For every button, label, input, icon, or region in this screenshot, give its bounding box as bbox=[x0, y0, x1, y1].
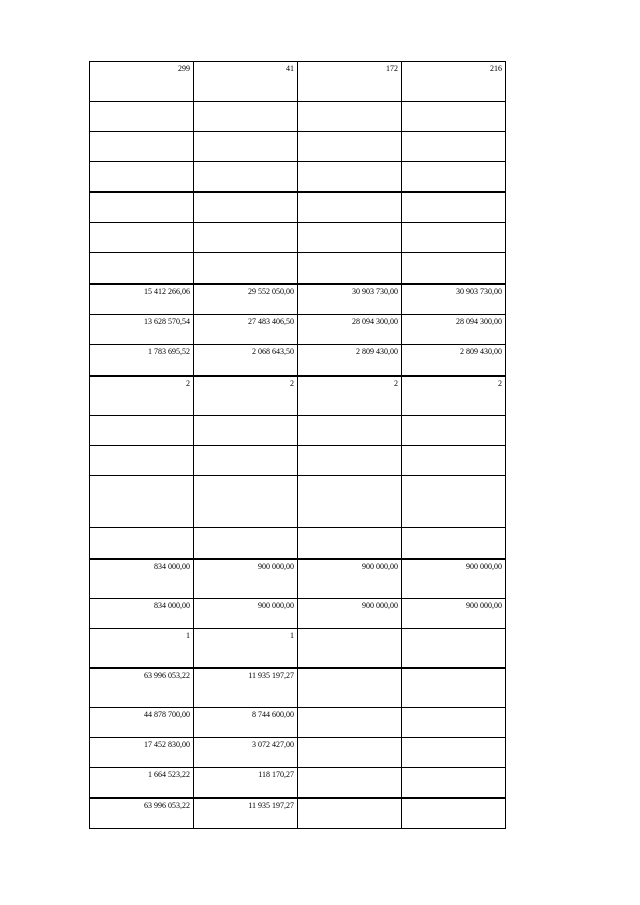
table-cell bbox=[298, 476, 402, 528]
table-cell: 299 bbox=[90, 62, 194, 102]
table-cell bbox=[298, 223, 402, 253]
table-cell bbox=[90, 162, 194, 193]
table-cell bbox=[298, 102, 402, 132]
table-row bbox=[90, 476, 506, 528]
table-row bbox=[90, 253, 506, 285]
table-cell bbox=[90, 476, 194, 528]
table-cell bbox=[402, 768, 506, 799]
table-cell: 216 bbox=[402, 62, 506, 102]
table-cell: 11 935 197,27 bbox=[194, 798, 298, 829]
table-cell: 834 000,00 bbox=[90, 599, 194, 629]
table-row bbox=[90, 668, 506, 708]
table-cell: 2 bbox=[90, 376, 194, 416]
table-cell bbox=[402, 132, 506, 162]
table-cell bbox=[402, 668, 506, 708]
table-cell: 29 552 050,00 bbox=[194, 284, 298, 315]
table-cell: 28 094 300,00 bbox=[402, 315, 506, 345]
table-cell: 30 903 730,00 bbox=[298, 284, 402, 315]
table-cell bbox=[298, 768, 402, 799]
table-cell: 834 000,00 bbox=[90, 559, 194, 599]
table-cell: 900 000,00 bbox=[194, 559, 298, 599]
table-cell bbox=[402, 708, 506, 738]
table-cell: 27 483 406,50 bbox=[194, 315, 298, 345]
table-row bbox=[90, 798, 506, 829]
table-cell bbox=[298, 446, 402, 476]
table-cell: 13 628 570,54 bbox=[90, 315, 194, 345]
table-cell bbox=[90, 416, 194, 446]
table-row bbox=[90, 768, 506, 799]
table-row bbox=[90, 62, 506, 102]
table-cell bbox=[298, 528, 402, 560]
table-row bbox=[90, 738, 506, 768]
table-cell bbox=[298, 738, 402, 768]
table-cell bbox=[298, 629, 402, 669]
table-cell bbox=[194, 416, 298, 446]
table-cell: 2 809 430,00 bbox=[402, 345, 506, 377]
table-cell: 900 000,00 bbox=[298, 599, 402, 629]
table-cell bbox=[90, 102, 194, 132]
table-cell bbox=[90, 528, 194, 560]
table-cell: 28 094 300,00 bbox=[298, 315, 402, 345]
table-cell: 44 878 700,00 bbox=[90, 708, 194, 738]
table-cell bbox=[402, 629, 506, 669]
table-cell bbox=[90, 223, 194, 253]
table-cell: 900 000,00 bbox=[402, 559, 506, 599]
table-cell: 8 744 600,00 bbox=[194, 708, 298, 738]
table-cell: 900 000,00 bbox=[402, 599, 506, 629]
table-row bbox=[90, 416, 506, 446]
table-cell: 63 996 053,22 bbox=[90, 798, 194, 829]
table-cell: 1 664 523,22 bbox=[90, 768, 194, 799]
table-row bbox=[90, 629, 506, 669]
table-cell bbox=[90, 132, 194, 162]
table-cell: 2 bbox=[402, 376, 506, 416]
table-row bbox=[90, 528, 506, 560]
table-cell bbox=[402, 476, 506, 528]
table-cell: 2 068 643,50 bbox=[194, 345, 298, 377]
table-cell bbox=[402, 192, 506, 223]
table-cell bbox=[90, 192, 194, 223]
table-cell: 2 809 430,00 bbox=[298, 345, 402, 377]
table-cell: 172 bbox=[298, 62, 402, 102]
table-cell bbox=[402, 798, 506, 829]
table-row bbox=[90, 708, 506, 738]
table-row bbox=[90, 315, 506, 345]
table-cell bbox=[298, 132, 402, 162]
table-row bbox=[90, 599, 506, 629]
table-cell bbox=[194, 162, 298, 193]
table-cell bbox=[194, 528, 298, 560]
table-row bbox=[90, 162, 506, 193]
table-cell bbox=[402, 528, 506, 560]
table-cell: 41 bbox=[194, 62, 298, 102]
table-row bbox=[90, 284, 506, 315]
table-cell bbox=[194, 223, 298, 253]
table-cell: 900 000,00 bbox=[298, 559, 402, 599]
table-row bbox=[90, 559, 506, 599]
table-row bbox=[90, 376, 506, 416]
table-cell bbox=[298, 708, 402, 738]
table-cell bbox=[298, 798, 402, 829]
table-row bbox=[90, 345, 506, 377]
table-cell bbox=[402, 162, 506, 193]
table-row bbox=[90, 192, 506, 223]
table-cell: 2 bbox=[298, 376, 402, 416]
table-row bbox=[90, 132, 506, 162]
table-cell bbox=[298, 192, 402, 223]
table-cell bbox=[298, 253, 402, 285]
table-cell: 15 412 266,06 bbox=[90, 284, 194, 315]
table-cell bbox=[194, 102, 298, 132]
table-cell bbox=[402, 253, 506, 285]
table-cell bbox=[90, 446, 194, 476]
table-cell bbox=[194, 446, 298, 476]
table-cell bbox=[194, 192, 298, 223]
table-cell: 30 903 730,00 bbox=[402, 284, 506, 315]
table-cell bbox=[194, 476, 298, 528]
table-cell bbox=[402, 102, 506, 132]
table-cell bbox=[194, 253, 298, 285]
data-table bbox=[89, 61, 506, 829]
table-body bbox=[90, 62, 506, 829]
table-cell bbox=[298, 162, 402, 193]
table-cell bbox=[298, 416, 402, 446]
table-cell bbox=[402, 738, 506, 768]
table-cell: 118 170,27 bbox=[194, 768, 298, 799]
table-cell: 1 bbox=[90, 629, 194, 669]
table-cell: 3 072 427,00 bbox=[194, 738, 298, 768]
table-row bbox=[90, 223, 506, 253]
table-cell: 17 452 830,00 bbox=[90, 738, 194, 768]
table-cell: 1 bbox=[194, 629, 298, 669]
table-cell bbox=[194, 132, 298, 162]
table-cell bbox=[90, 253, 194, 285]
table-cell: 2 bbox=[194, 376, 298, 416]
table-cell bbox=[402, 223, 506, 253]
table-cell: 900 000,00 bbox=[194, 599, 298, 629]
table-cell bbox=[298, 668, 402, 708]
table-row bbox=[90, 446, 506, 476]
table-cell: 11 935 197,27 bbox=[194, 668, 298, 708]
table-cell bbox=[402, 416, 506, 446]
table-cell bbox=[402, 446, 506, 476]
table-cell: 1 783 695,52 bbox=[90, 345, 194, 377]
table-cell: 63 996 053,22 bbox=[90, 668, 194, 708]
table-row bbox=[90, 102, 506, 132]
